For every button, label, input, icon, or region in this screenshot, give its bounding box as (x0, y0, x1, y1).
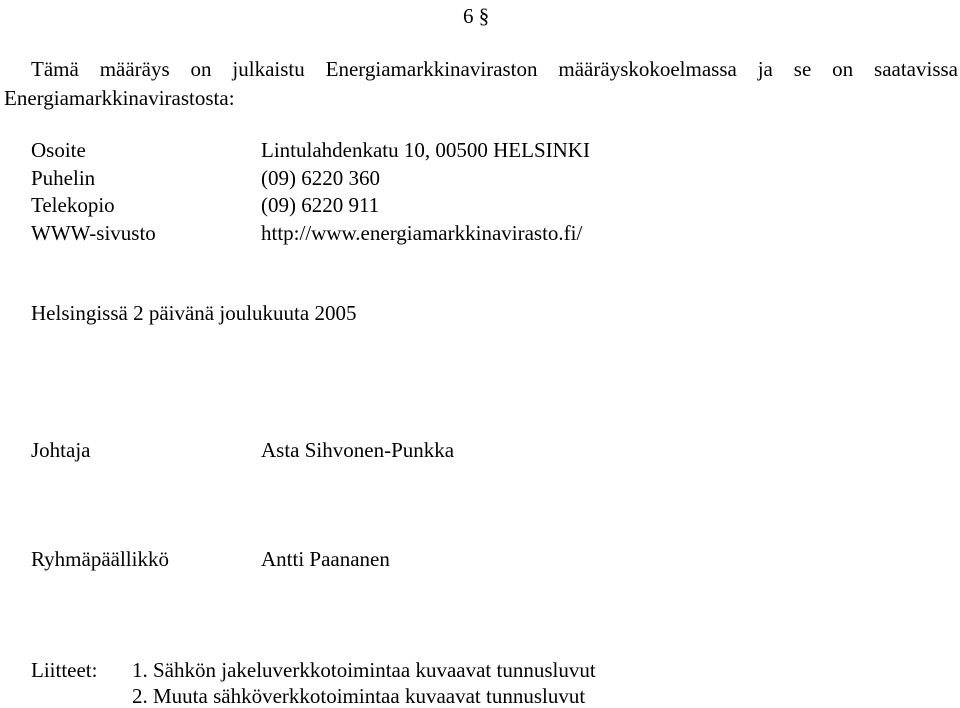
phone-label: Puhelin (31, 166, 96, 190)
attachment-item: 2. Muuta sähköverkkotoimintaa kuvaavat tunnusluvut (132, 684, 586, 708)
fax-label: Telekopio (31, 193, 115, 217)
website-link[interactable]: http://www.energiamarkkinavirasto.fi/ (261, 221, 583, 245)
intro-text-line-1: Tämä määräys on julkaistu Energiamarkkinaviraston määräyskokoelmassa ja se on saatavissa (31, 57, 958, 81)
group-head-name: Antti Paananen (261, 547, 390, 571)
group-head-title: Ryhmäpäällikkö (31, 547, 169, 571)
attachment-item: 1. Sähkön jakeluverkkotoimintaa kuvaavat tunnusluvut (132, 658, 596, 682)
director-title: Johtaja (31, 438, 91, 462)
website-label: WWW-sivusto (31, 221, 156, 245)
director-name: Asta Sihvonen-Punkka (261, 438, 455, 462)
intro-text-line-2: Energiamarkkinavirastosta: (4, 86, 235, 110)
place-and-date: Helsingissä 2 päivänä joulukuuta 2005 (31, 301, 357, 325)
address-label: Osoite (31, 138, 86, 162)
page-number: 6 § (463, 4, 490, 28)
attachments-label: Liitteet: (31, 658, 98, 682)
address-value: Lintulahdenkatu 10, 00500 HELSINKI (261, 138, 590, 162)
fax-value: (09) 6220 911 (261, 193, 380, 217)
phone-value: (09) 6220 360 (261, 166, 380, 190)
